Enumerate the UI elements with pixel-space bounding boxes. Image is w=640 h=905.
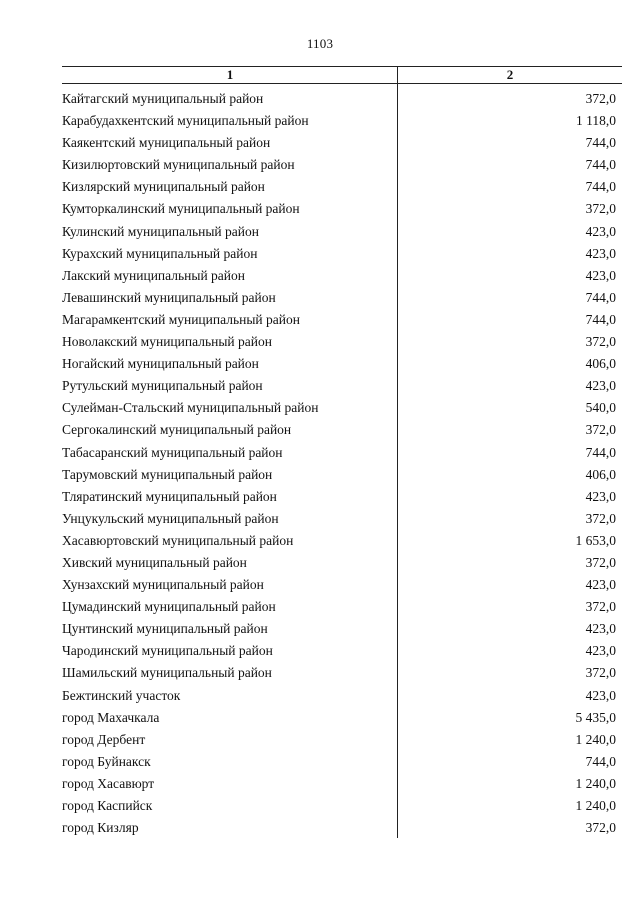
row-name: город Дербент [62,731,146,747]
table-row [62,243,622,265]
row-value: 1 240,0 [575,775,616,791]
table-row [62,685,622,707]
row-value: 372,0 [585,201,616,217]
row-value: 406,0 [585,356,616,372]
row-name: Магарамкентский муниципальный район [62,311,300,327]
row-name: город Каспийск [62,798,153,813]
table-row [62,486,622,508]
row-name: Цунтинский муниципальный район [62,621,268,637]
row-value: 744,0 [585,753,616,769]
table-row [62,331,622,353]
row-name: Кайтагский муниципальный район [62,91,264,106]
page-number: 1103 [306,36,334,51]
row-value: 5 435,0 [575,709,616,725]
table-row [62,773,622,795]
table-row [62,265,622,287]
table-row [62,508,622,530]
row-value: 372,0 [585,820,616,836]
table-row [62,419,622,441]
row-name: Тляратинский муниципальный район [62,488,277,504]
row-value: 406,0 [585,466,616,482]
row-value: 372,0 [585,599,616,615]
table-row [62,640,622,662]
row-value: 423,0 [585,488,616,504]
row-value: 423,0 [585,621,616,637]
column-divider [397,66,398,838]
table-row [62,309,622,331]
row-name: Шамильский муниципальный район [62,665,272,681]
table-row [62,287,622,309]
row-name: Бежтинский участок [62,687,181,703]
table-row [62,132,622,154]
table-body [62,88,622,839]
allocation-table [62,66,622,839]
row-value: 423,0 [585,378,616,394]
row-value: 1 118,0 [576,113,616,129]
row-name: город Кизляр [62,820,139,836]
row-name: Унцукульский муниципальный район [62,510,279,526]
row-name: Табасаранский муниципальный район [62,444,283,460]
header-col-2: 2 [506,67,514,82]
row-value: 744,0 [585,444,616,460]
row-value: 1 240,0 [575,798,616,813]
table-row [62,221,622,243]
table-row [62,442,622,464]
table-row [62,707,622,729]
row-value: 372,0 [585,510,616,526]
row-value: 423,0 [585,223,616,239]
row-value: 1 653,0 [575,532,616,548]
row-name: Карабудахкентский муниципальный район [62,113,309,129]
row-value: 423,0 [585,245,616,261]
row-value: 744,0 [585,179,616,195]
row-value: 372,0 [585,91,616,106]
row-name: Кизлярский муниципальный район [62,179,265,195]
row-value: 372,0 [585,554,616,570]
table-row [62,574,622,596]
table-header [62,66,622,84]
row-name: Чародинский муниципальный район [62,643,273,659]
table-row [62,375,622,397]
table-row [62,88,622,110]
table-row [62,817,622,839]
row-name: город Хасавюрт [62,775,155,791]
row-name: Кумторкалинский муниципальный район [62,201,300,217]
table-row [62,176,622,198]
row-value: 423,0 [585,577,616,593]
table-row [62,464,622,486]
row-name: Рутульский муниципальный район [62,378,263,394]
table-row [62,729,622,751]
row-value: 744,0 [585,311,616,327]
table-row [62,795,622,817]
table-row [62,198,622,220]
row-name: Левашинский муниципальный район [62,289,276,305]
row-name: Хунзахский муниципальный район [62,577,264,593]
row-name: Цумадинский муниципальный район [62,599,276,615]
row-value: 423,0 [585,687,616,703]
row-value: 1 240,0 [575,731,616,747]
row-name: Курахский муниципальный район [62,245,258,261]
row-name: Хасавюртовский муниципальный район [62,532,294,548]
row-value: 372,0 [585,665,616,681]
table-row [62,751,622,773]
row-name: Сулейман-Стальский муниципальный район [62,400,319,416]
row-name: Новолакский муниципальный район [62,334,272,350]
table-row [62,397,622,419]
row-value: 744,0 [585,135,616,151]
table-row [62,110,622,132]
table-row [62,618,622,640]
header-col-1: 1 [226,67,234,82]
row-name: Лакский муниципальный район [62,267,246,283]
row-value: 744,0 [585,289,616,305]
row-value: 744,0 [585,157,616,173]
row-name: Тарумовский муниципальный район [62,466,273,482]
row-name: Кулинский муниципальный район [62,223,259,239]
row-name: Кизилюртовский муниципальный район [62,157,295,173]
table-row [62,530,622,552]
row-value: 540,0 [585,400,616,416]
row-value: 423,0 [585,267,616,283]
row-name: Ногайский муниципальный район [62,356,259,372]
row-name: город Махачкала [62,709,160,725]
table-row [62,353,622,375]
row-name: Хивский муниципальный район [62,554,247,570]
table-row [62,662,622,684]
row-value: 423,0 [585,643,616,659]
row-value: 372,0 [585,334,616,350]
row-value: 372,0 [585,422,616,438]
table-row [62,154,622,176]
row-name: Сергокалинский муниципальный район [62,422,292,438]
row-name: Каякентский муниципальный район [62,135,271,151]
row-name: город Буйнакск [62,753,151,769]
table-row [62,552,622,574]
table-row [62,596,622,618]
